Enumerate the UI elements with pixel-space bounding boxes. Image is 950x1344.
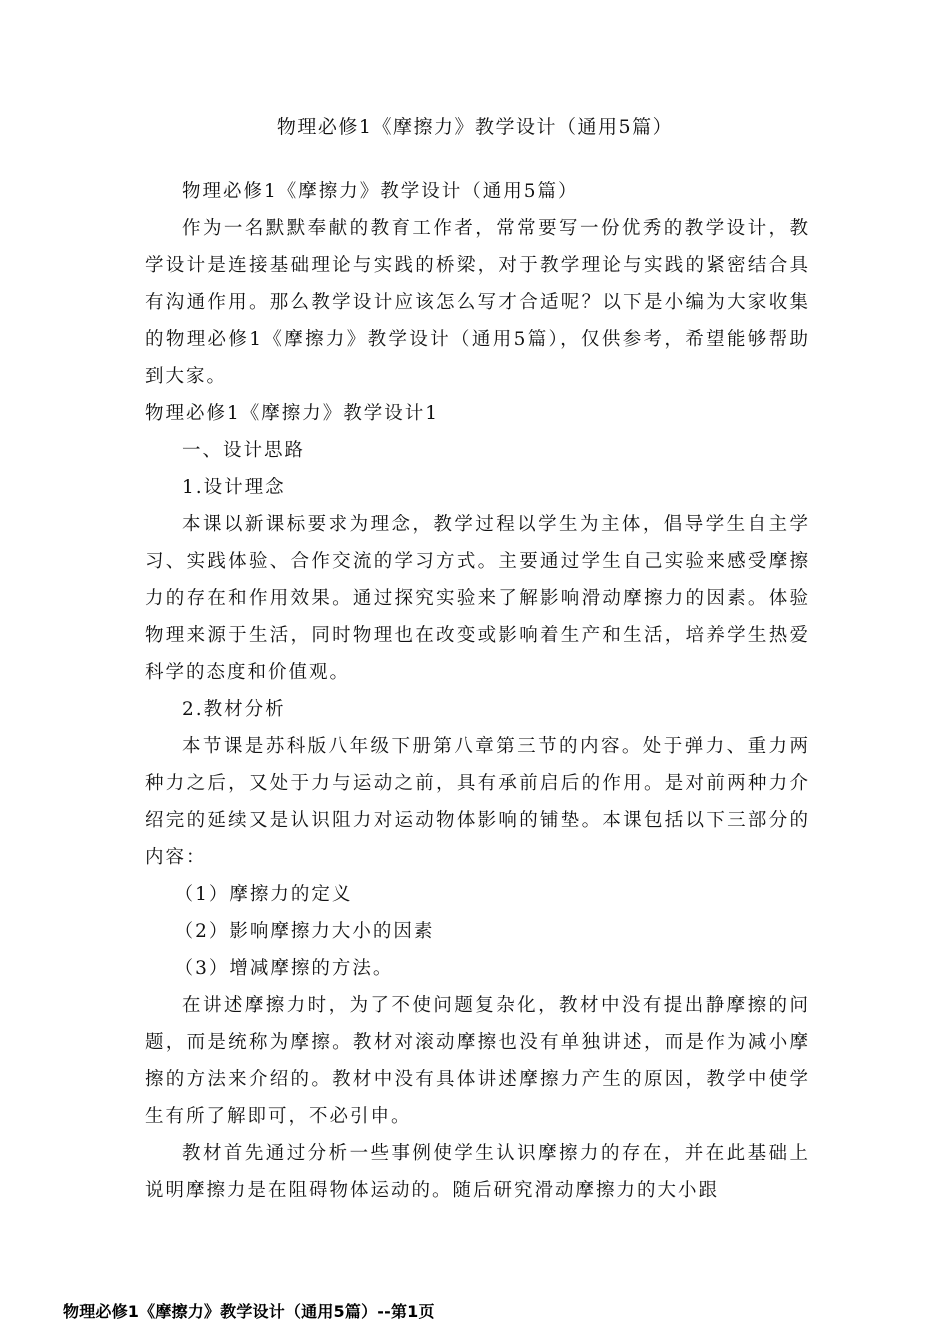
intro-paragraph: 作为一名默默奉献的教育工作者，常常要写一份优秀的教学设计，教学设计是连接基础理论与实践的桥梁，对于教学理论与实践的紧密结合具有沟通作用。那么教学设计应该怎么写才合适呢？以下是小编为大家收集的物理必修1《摩擦力》教学设计（通用5篇），仅供参考，希望能够帮助到大家。: [145, 218, 810, 387]
design-concept-paragraph: 本课以新课标要求为理念，教学过程以学生为主体，倡导学生自主学习、实践体验、合作交流的学习方式。主要通过学生自己实验来感受摩擦力的存在和作用效果。通过探究实验来了解影响滑动摩擦力的因素。体验物理来源于生活，同时物理也在改变或影响着生产和生活，培养学生热爱科学的态度和价值观。: [145, 514, 810, 683]
friction-explanation-paragraph: 在讲述摩擦力时，为了不使问题复杂化，教材中没有提出静摩擦的问题，而是统称为摩擦。教材对滚动摩擦也没有单独讲述，而是作为减小摩擦的方法来介绍的。教材中没有具体讲述摩擦力产生的原因，教学中使学生有所了解即可，不必引申。: [145, 995, 810, 1127]
heading-textbook-analysis: 2.教材分析: [182, 699, 286, 720]
subtitle-paragraph: 物理必修1《摩擦力》教学设计（通用5篇）: [182, 181, 579, 202]
heading-design-idea: 一、设计思路: [182, 440, 306, 461]
document-title: 物理必修1《摩擦力》教学设计（通用5篇）: [276, 116, 674, 138]
list-item-definition: （1）摩擦力的定义: [174, 884, 353, 905]
document-body: [145, 173, 810, 1209]
list-item-methods: （3）增减摩擦的方法。: [174, 958, 394, 979]
page-footer: 物理必修1《摩擦力》教学设计（通用5篇）--第1页: [63, 1302, 435, 1321]
section-heading: 物理必修1《摩擦力》教学设计1: [145, 403, 440, 424]
heading-design-concept: 1.设计理念: [182, 477, 286, 498]
textbook-analysis-paragraph: 本节课是苏科版八年级下册第八章第三节的内容。处于弹力、重力两种力之后，又处于力与运动之前，具有承前启后的作用。是对前两种力介绍完的延续又是认识阻力对运动物体影响的铺垫。本课包括以下三部分的内容：: [145, 736, 810, 868]
list-item-factors: （2）影响摩擦力大小的因素: [174, 921, 435, 942]
textbook-structure-paragraph: 教材首先通过分析一些事例使学生认识摩擦力的存在，并在此基础上说明摩擦力是在阻碍物体运动的。随后研究滑动摩擦力的大小跟: [145, 1143, 810, 1201]
